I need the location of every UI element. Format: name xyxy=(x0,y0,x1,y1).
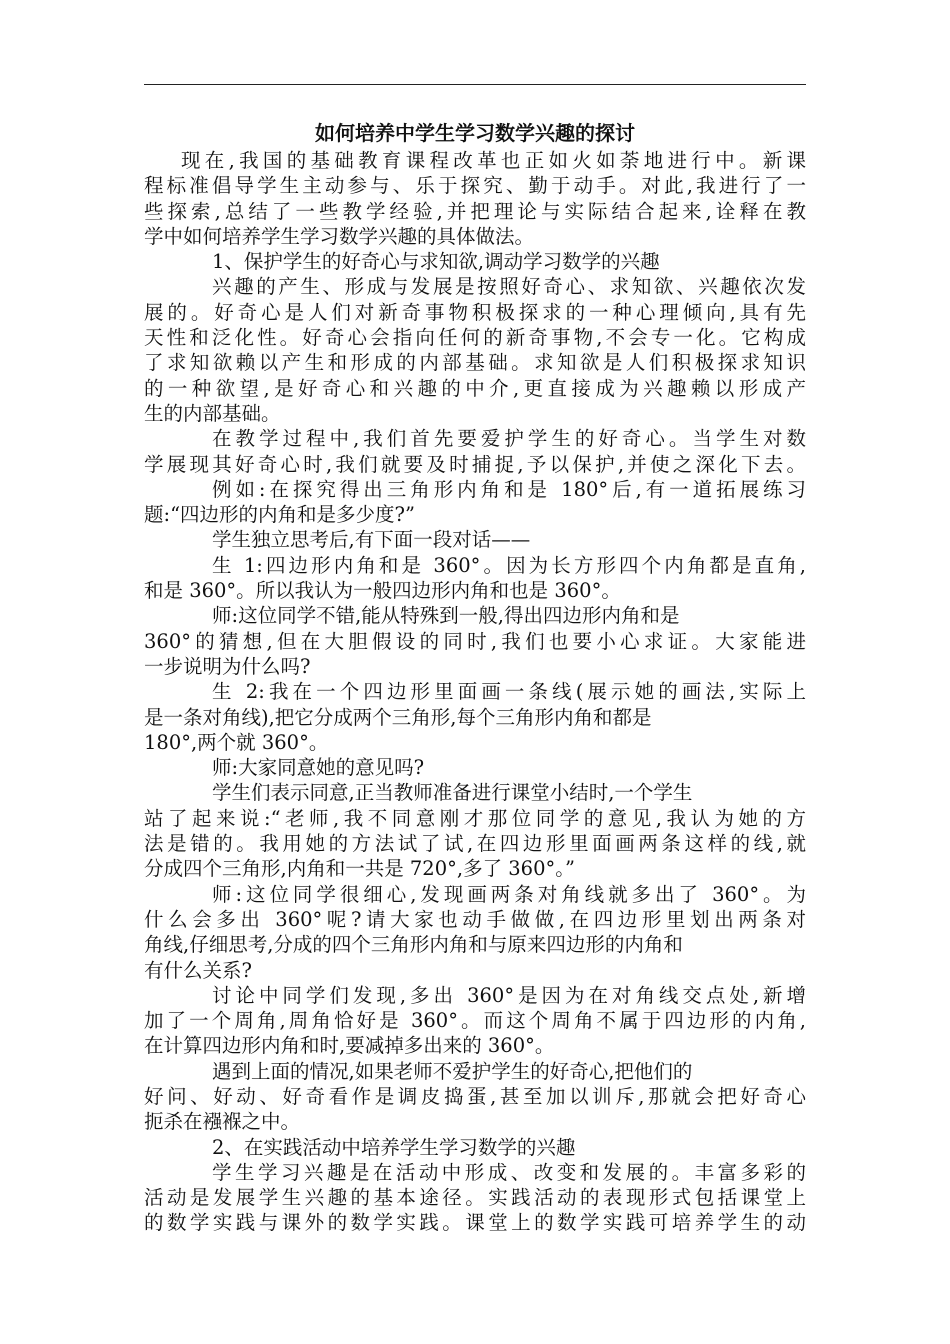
text-line: 和是 360°。所以我认为一般四边形内角和也是 360°。 xyxy=(144,579,621,603)
document-title: 如何培养中学生学习数学兴趣的探讨 xyxy=(315,121,635,145)
text-line: 一步说明为什么吗? xyxy=(144,654,311,678)
text-line: 在计算四边形内角和时,要减掉多出来的 360°。 xyxy=(144,1034,555,1058)
text-line: 生的内部基础。 xyxy=(144,401,281,425)
text-line: 生 2:我在一个四边形里面画一条线(展示她的画法,实际上 xyxy=(212,680,806,704)
document-body xyxy=(144,118,806,1236)
text-line: 师:这位同学很细心,发现画两条对角线就多出了 360°。为 xyxy=(212,882,806,906)
text-line: 的一种欲望,是好奇心和兴趣的中介,更直接成为兴趣赖以形成产 xyxy=(144,376,806,400)
text-line: 好问、好动、好奇看作是调皮捣蛋,甚至加以训斥,那就会把好奇心 xyxy=(144,1084,806,1108)
text-line: 程标准倡导学生主动参与、乐于探究、勤于动手。对此,我进行了一 xyxy=(144,174,806,198)
text-line: 学展现其好奇心时,我们就要及时捕捉,予以保护,并使之深化下去。 xyxy=(144,452,806,476)
text-line: 180°,两个就 360°。 xyxy=(144,730,329,754)
text-line: 扼杀在襁褓之中。 xyxy=(144,1110,301,1134)
text-line: 了求知欲赖以产生和形成的内部基础。求知欲是人们积极探求知识 xyxy=(144,351,806,375)
text-line: 师:大家同意她的意见吗? xyxy=(212,756,425,780)
text-line: 学生们表示同意,正当教师准备进行课堂小结时,一个学生 xyxy=(212,781,693,805)
header-rule xyxy=(144,84,806,85)
text-line: 些探索,总结了一些教学经验,并把理论与实际结合起来,诠释在教 xyxy=(144,199,806,223)
text-line: 是一条对角线),把它分成两个三角形,每个三角形内角和都是 xyxy=(144,705,652,729)
text-line: 生 1:四边形内角和是 360°。因为长方形四个内角都是直角, xyxy=(212,553,806,577)
text-line: 分成四个三角形,内角和一共是 720°,多了 360°。” xyxy=(144,857,575,881)
text-line: 遇到上面的情况,如果老师不爱护学生的好奇心,把他们的 xyxy=(212,1059,693,1083)
text-line: 站了起来说:“老师,我不同意刚才那位同学的意见,我认为她的方 xyxy=(144,806,806,830)
text-line: 天性和泛化性。好奇心会指向任何的新奇事物,不会专一化。它构成 xyxy=(144,326,806,350)
text-line: 学中如何培养学生学习数学兴趣的具体做法。 xyxy=(144,224,535,248)
text-line: 法是错的。我用她的方法试了试,在四边形里面画两条这样的线,就 xyxy=(144,832,806,856)
text-line: 学生学习兴趣是在活动中形成、改变和发展的。丰富多彩的 xyxy=(212,1160,806,1184)
text-line: 题:“四边形的内角和是多少度?” xyxy=(144,503,415,527)
text-line: 讨论中同学们发现,多出 360°是因为在对角线交点处,新增 xyxy=(212,983,806,1007)
text-line: 例如:在探究得出三角形内角和是 180°后,有一道拓展练习 xyxy=(212,477,806,501)
text-line: 师:这位同学不错,能从特殊到一般,得出四边形内角和是 xyxy=(212,604,680,628)
text-line: 展的。好奇心是人们对新奇事物积极探求的一种心理倾向,具有先 xyxy=(144,300,806,324)
text-line: 活动是发展学生兴趣的基本途径。实践活动的表现形式包括课堂上 xyxy=(144,1186,806,1210)
text-line: 现在,我国的基础教育课程改革也正如火如荼地进行中。新课 xyxy=(181,149,806,172)
text-line: 的数学实践与课外的数学实践。课堂上的数学实践可培养学生的动 xyxy=(144,1211,806,1235)
text-line: 360°的猜想,但在大胆假设的同时,我们也要小心求证。大家能进 xyxy=(144,629,806,653)
text-line: 加了一个周角,周角恰好是 360°。而这个周角不属于四边形的内角, xyxy=(144,1009,806,1033)
text-line: 什么会多出 360°呢?请大家也动手做做,在四边形里划出两条对 xyxy=(144,907,806,931)
text-line: 2、在实践活动中培养学生学习数学的兴趣 xyxy=(212,1135,576,1159)
text-lines xyxy=(144,148,806,1236)
text-line: 学生独立思考后,有下面一段对话—— xyxy=(212,528,531,552)
text-line: 角线,仔细思考,分成的四个三角形内角和与原来四边形的内角和 xyxy=(144,933,683,957)
text-line: 有什么关系? xyxy=(144,958,252,982)
text-line: 在教学过程中,我们首先要爱护学生的好奇心。当学生对数 xyxy=(212,427,806,451)
text-line: 1、保护学生的好奇心与求知欲,调动学习数学的兴趣 xyxy=(212,250,660,274)
text-line: 兴趣的产生、形成与发展是按照好奇心、求知欲、兴趣依次发 xyxy=(212,275,806,299)
